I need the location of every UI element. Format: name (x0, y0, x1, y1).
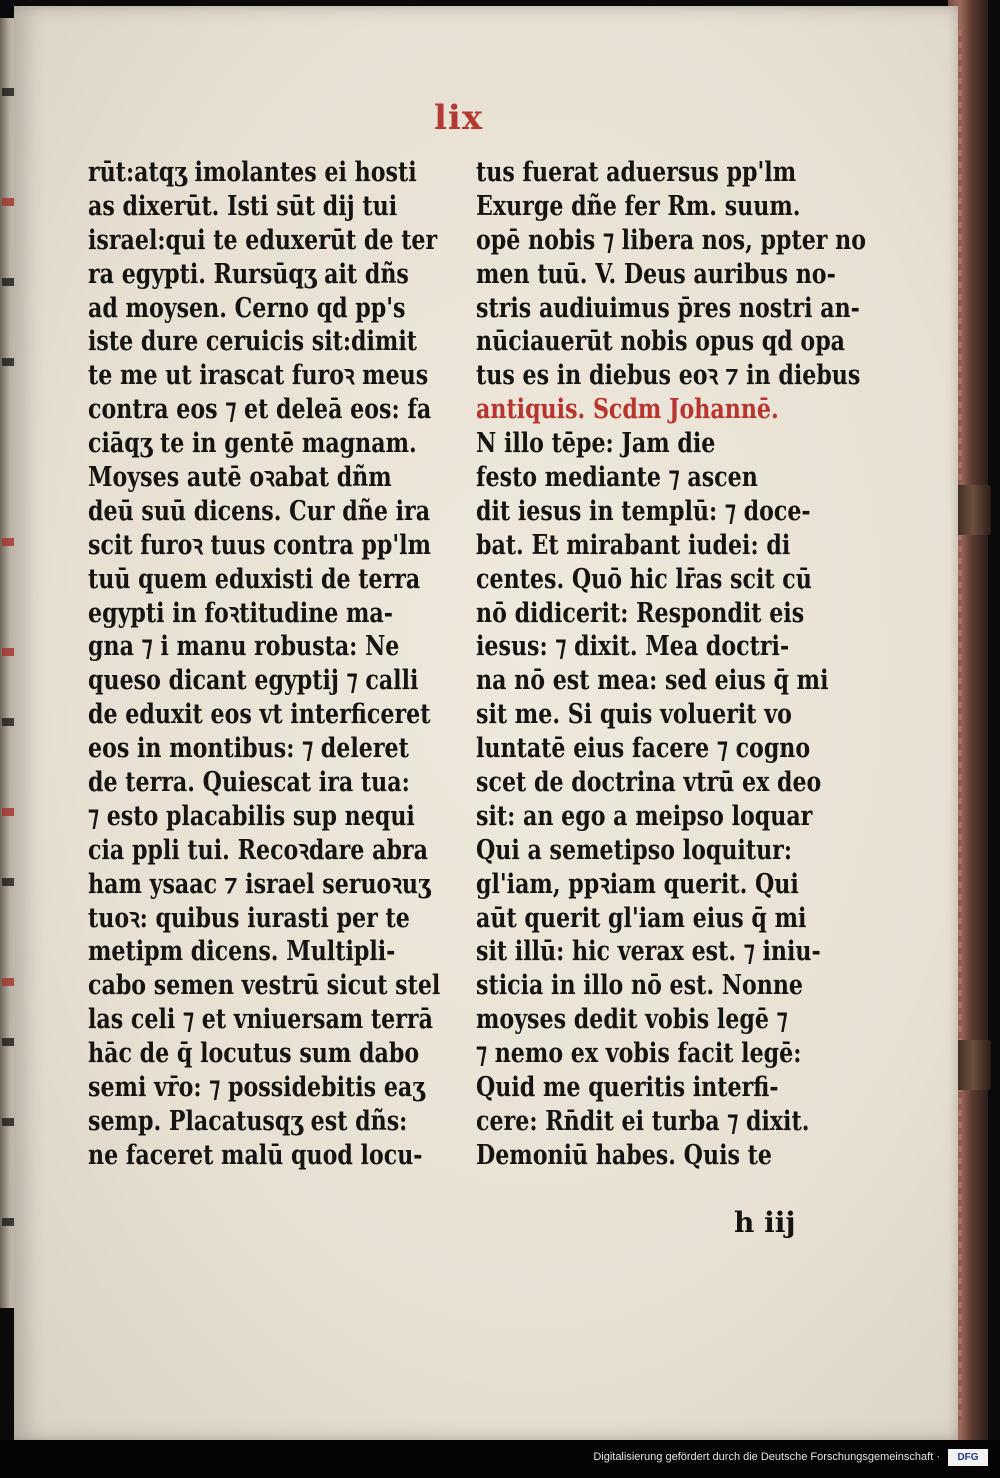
text-line: tuoꝛ: quibus iurasti per te (88, 902, 410, 934)
text-line: semi vr̄o: ⁊ possidebitis eaʒ (88, 1072, 425, 1104)
text-line: metipm dicens. Multipli- (88, 936, 396, 968)
text-line: de eduxit eos vt interficeret (88, 699, 431, 731)
text-line: hāc de q̄ locutus sum dabo (88, 1038, 420, 1070)
text-line: ad moysen. Cerno qd pp's (88, 292, 406, 324)
text-line: nūciauerūt nobis opus qd opa (476, 326, 846, 358)
gospel-heading-line: antiquis. Scdm Johannē. (476, 394, 779, 426)
text-line: festo mediante ⁊ ascen (476, 462, 758, 494)
text-line: semp. Placatusqʒ est dñs: (88, 1105, 408, 1137)
text-line: bat. Et mirabant iudei: di (476, 529, 791, 561)
text-line: iste dure ceruicis sit:dimit (88, 326, 417, 358)
text-line: de terra. Quiescat ira tua: (88, 767, 410, 799)
text-line: eos in montibus: ⁊ deleret (88, 733, 409, 765)
text-line: ⁊ nemo ex vobis facit legē: (476, 1038, 802, 1070)
text-line: iesus: ⁊ dixit. Mea doctri- (476, 631, 790, 663)
manuscript-page (14, 6, 958, 1440)
text-line: cabo semen vestrū sicut stel (88, 970, 441, 1002)
text-line: sit: an ego a meipso loquar (476, 800, 813, 832)
text-line: ne faceret malū quod locu- (88, 1139, 423, 1171)
text-line: na nō est mea: sed eius q̄ mi (476, 665, 829, 697)
text-line: sticia in illo nō est. Nonne (476, 970, 804, 1002)
text-line: Moyses autē oꝛabat dñm (88, 462, 392, 494)
text-line: ham ysaac ⁊ israel seruoꝛuʒ (88, 868, 431, 900)
text-line: cere: Rn̄dit ei turba ⁊ dixit. (476, 1105, 810, 1137)
text-line: las celi ⁊ et vniuersam terrā (88, 1004, 433, 1036)
footer-bar (0, 1440, 1000, 1478)
text-line: ciāqʒ te in gentē magnam. (88, 428, 417, 460)
text-line: gna ⁊ i manu robusta: Ne (88, 631, 400, 663)
text-line: scet de doctrina vtrū ex deo (476, 767, 822, 799)
text-line: rūt:atqʒ imolantes ei hosti (88, 157, 417, 188)
text-line: sit illū: hic verax est. ⁊ iniu- (476, 936, 821, 968)
text-line: deū suū dicens. Cur dñe ira (88, 495, 431, 527)
text-line: opē nobis ⁊ libera nos, ppter no (476, 224, 867, 256)
text-line: Qui a semetipso loquitur: (476, 834, 793, 866)
text-line: tus es in diebus eoꝛ ⁊ in diebus (476, 360, 861, 392)
right-text-column (476, 156, 866, 1173)
text-line-with-initial: N illo tēpe: Jam die (476, 428, 716, 460)
dfg-logo: DFG (948, 1449, 988, 1466)
text-line: men tuū. V. Deus auribus no- (476, 258, 836, 290)
text-line: israel:qui te eduxerūt de ter (88, 224, 438, 256)
text-line: cia ppli tui. Recoꝛdare abra (88, 834, 428, 866)
text-line: scit furoꝛ tuus contra pp'lm (88, 529, 432, 561)
folio-number: lix (434, 98, 484, 138)
signature-mark: h iij (734, 1206, 796, 1239)
text-line: queso dicant egyptij ⁊ calli (88, 665, 419, 697)
text-line: Exurge dñe fer Rm. suum. (476, 190, 801, 222)
text-line: dit iesus in templū: ⁊ doce- (476, 495, 811, 527)
text-line: moyses dedit vobis legē ⁊ (476, 1004, 788, 1036)
text-line: gl'iam, ppꝛiam querit. Qui (476, 868, 799, 900)
text-line: nō didicerit: Respondit eis (476, 597, 805, 629)
book-clasp (955, 1040, 991, 1090)
text-line: Demoniū habes. Quis te (476, 1139, 772, 1171)
text-line: contra eos ⁊ et deleā eos: fa (88, 394, 432, 426)
text-line: sit me. Si quis voluerit vo (476, 699, 792, 731)
book-clasp (955, 485, 991, 535)
text-line: as dixerūt. Isti sūt dij tui (88, 190, 398, 222)
text-line: stris audiuimus p̄res nostri an- (476, 292, 860, 324)
text-line: aūt querit gl'iam eius q̄ mi (476, 902, 807, 934)
text-line: ra egypti. Rursūqʒ ait dñs (88, 258, 409, 290)
funding-credit: Digitalisierung gefördert durch die Deutsche Forschungsgemeinschaft · (593, 1451, 940, 1463)
text-line: tus fuerat aduersus pp'lm (476, 157, 797, 188)
text-line: centes. Quō hic lr̄as scit cū (476, 563, 812, 595)
text-line: egypti in foꝛtitudine ma- (88, 597, 393, 629)
text-line: luntatē eius facere ⁊ cogno (476, 733, 811, 765)
text-line: Quid me queritis interfi- (476, 1072, 779, 1104)
text-line: tuū quem eduxisti de terra (88, 563, 421, 595)
left-text-column (88, 156, 440, 1173)
text-line: te me ut irascat furoꝛ meus (88, 360, 429, 392)
text-line: ⁊ esto placabilis sup nequi (88, 800, 415, 832)
